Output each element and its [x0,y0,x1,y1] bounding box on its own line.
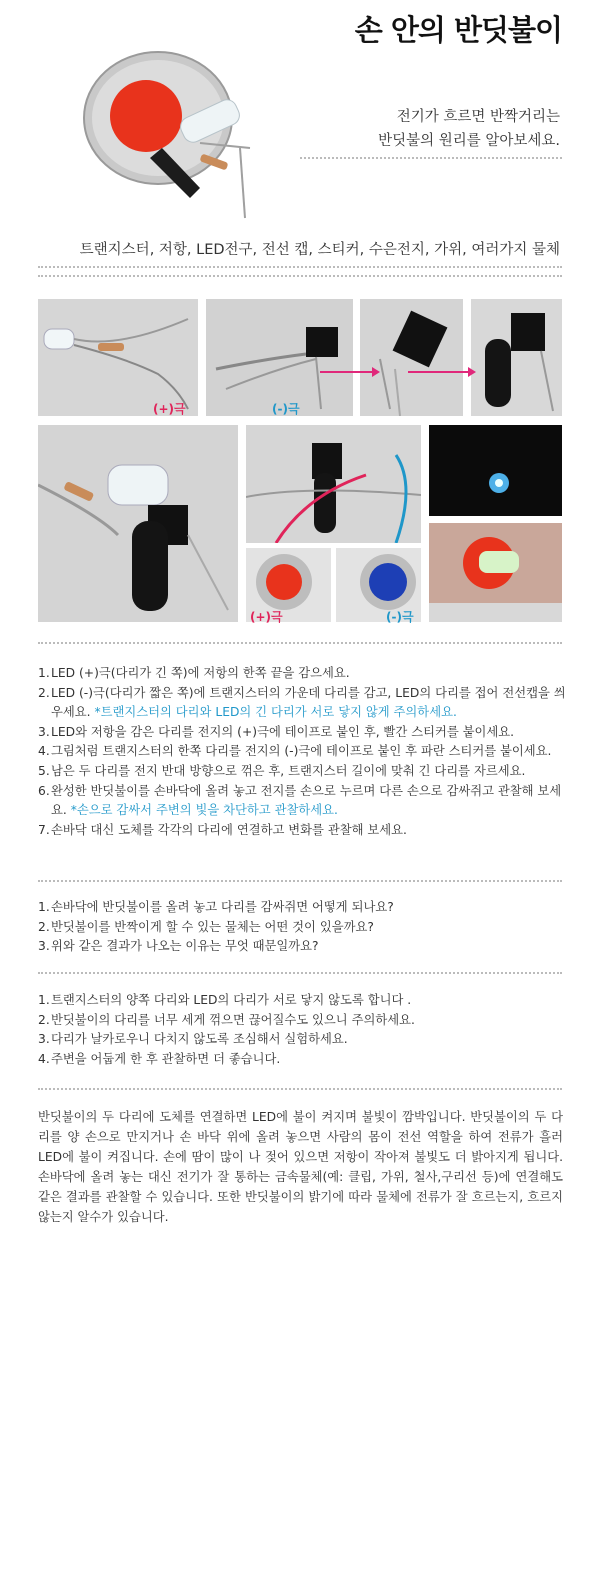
step-number: 4. [38,744,50,759]
step-text: 손바닥 대신 도체를 각각의 다리에 연결하고 변화를 관찰해 보세요. [51,822,407,837]
tagline-divider [300,157,562,159]
step-photo-battery-attach [246,425,421,543]
step-text: 남은 두 다리를 전지 반대 방향으로 꺾은 후, 트랜지스터 길이에 맞춰 긴 다리를 자르세요. [51,763,526,778]
question-item [38,937,568,957]
caution-number: 2. [38,1012,50,1027]
step-note: *손으로 감싸서 주변의 빛을 차단하고 관찰하세요. [70,803,338,818]
step-number: 1. [38,666,50,680]
step-photo-glowing-led [429,425,562,516]
step-photo-fold-legs [360,299,463,416]
hero-firefly-photo [80,48,270,226]
step-text: 그림처럼 트랜지스터의 한쪽 다리를 전지의 (-)극에 테이프로 붙인 후 파란 스티커를 붙이세요. [51,744,552,759]
tagline-line-1: 전기가 흐르면 반짝거리는 [396,109,560,125]
step-number: 3. [38,724,50,739]
caution-item [38,1030,568,1050]
divider-materials-bottom [38,275,562,277]
questions-list [38,898,568,957]
caution-text: 다리가 날카로우니 다치지 않도록 조심해서 실험하세요. [51,1032,348,1047]
divider-steps-top [38,642,562,644]
step-number: 6. [38,783,50,798]
step-photo-transistor-wrap [206,299,353,416]
plus-pole-label: (+)극 [153,402,186,416]
question-item [38,918,568,938]
minus-pole-label-2: (-)극 [386,610,414,624]
question-text: 손바닥에 반딧불이를 올려 놓고 다리를 감싸쥐면 어떻게 되나요? [51,900,394,914]
caution-item [38,1050,568,1070]
step-item [38,664,568,684]
divider-materials-top [38,266,562,268]
step-text: LED (+)극(다리가 긴 쪽)에 저항의 한쪽 끝을 감으세요. [51,666,350,680]
question-number: 1. [38,900,50,914]
caution-item [38,1011,568,1031]
materials-list: 트랜지스터, 저항, LED전구, 전선 캡, 스티커, 수은전지, 가위, 여러가지 물체 [79,242,560,258]
caution-number: 1. [38,993,50,1007]
caution-text: 반딧불이의 다리를 너무 세게 꺾으면 끊어질수도 있으니 주의하세요. [51,1012,415,1027]
step-item [38,782,568,821]
step-text: 완성한 반딧불이를 손바닥에 올려 놓고 전지를 손으로 누르며 다른 손으로 감싸쥐고 관찰해 보세요. [51,783,562,818]
tagline-line-2: 반딧불의 원리를 알아보세요. [378,133,560,149]
step-item [38,684,568,723]
minus-pole-label: (-)극 [272,402,300,416]
plus-pole-label-2: (+)극 [250,610,283,624]
step-text: LED (-)극(다리가 짧은 쪽)에 트랜지스터의 가운데 다리를 감고, LED의 다리를 접어 전선캡을 씌우세요. [51,685,566,720]
question-number: 3. [38,939,50,954]
page-title: 손 안의 반딧불이 [354,13,562,47]
caution-item [38,991,568,1011]
steps-list [38,664,568,840]
step-item [38,821,568,841]
step-number: 5. [38,763,50,778]
step-item [38,742,568,762]
question-number: 2. [38,919,50,934]
step-photo-assembled-closeup [38,425,238,622]
question-text: 반딧불이를 반짝이게 할 수 있는 물체는 어떤 것이 있을까요? [51,919,374,934]
step-photo-led-resistor [38,299,198,416]
step-number: 7. [38,822,50,837]
question-item [38,898,568,918]
step-arrows [320,362,500,382]
explanation-paragraph: 반딧불이의 두 다리에 도체를 연결하면 LED에 불이 켜지며 불빛이 깜박입니다. 반딧불이의 두 다리를 양 손으로 만지거나 손 바닥 위에 올려 놓으면 사람의 몸이 전선 역할을 하여 전류가 흘러 LED에 불이 켜집니다. 손에 땀이 많이 나 젖어 있으면 저항이 작아져 불빛도 더 밝아지게 됩니다. 손바닥에 올려 놓는 대신 전기가 잘 통하는 금속물체(예: 클립, 가위, 철사,구리선 등)에 연결해도 같은 결과를 관찰할 수 있습니다. 또한 반딧불이의 밝기에 따라 물체에 전류가 잘 흐르는지, 흐르지 않는지 알수가 있습니다. [38,1110,563,1224]
step-text: LED와 저항을 감은 다리를 전지의 (+)극에 테이프로 붙인 후, 빨간 스티커를 붙이세요. [51,724,515,739]
divider-cautions-top [38,972,562,974]
step-item [38,723,568,743]
step-note: *트랜지스터의 다리와 LED의 긴 다리가 서로 닿지 않게 주의하세요. [94,705,457,720]
divider-explanation-top [38,1088,562,1090]
step-photo-wire-cap [471,299,562,416]
caution-number: 4. [38,1051,50,1066]
caution-number: 3. [38,1032,50,1047]
step-item [38,762,568,782]
step-number: 2. [38,685,50,700]
question-text: 위와 같은 결과가 나오는 이유는 무엇 때문일까요? [51,939,319,954]
intro-tagline [378,105,560,153]
step-photo-hand-test [429,523,562,622]
cautions-list [38,991,568,1069]
caution-text: 트랜지스터의 양쪽 다리와 LED의 다리가 서로 닿지 않도록 합니다 . [51,993,412,1007]
caution-text: 주변을 어둡게 한 후 관찰하면 더 좋습니다. [51,1051,281,1066]
divider-questions-top [38,880,562,882]
